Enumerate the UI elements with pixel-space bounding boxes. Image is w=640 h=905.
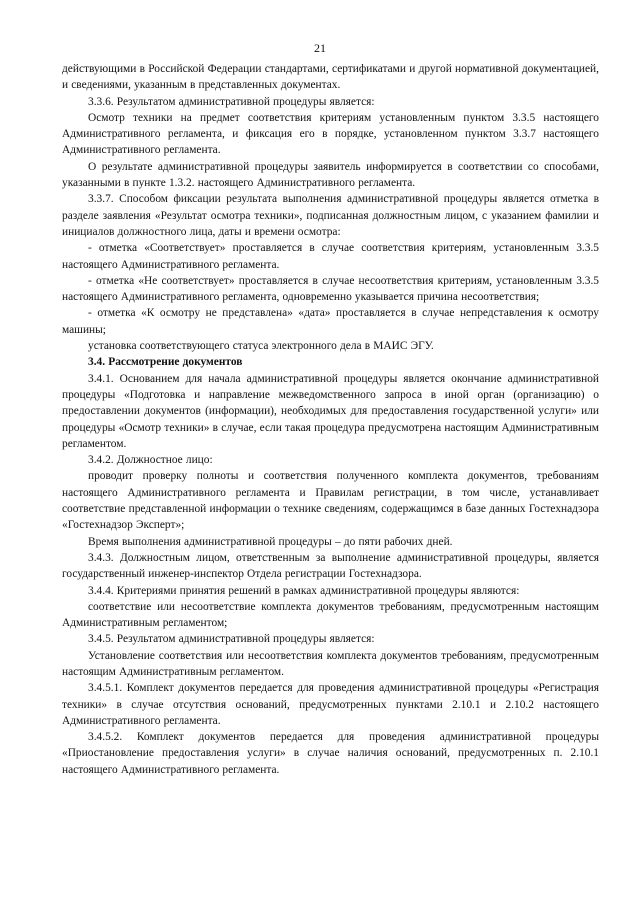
document-body: [62, 61, 599, 778]
paragraph-check: проводит проверку полноты и соответствия полученного комплекта документов, требованиям настоящего Административного регламента и Правилам регистрации, в том числе, устанавливает соответствие представленной информации о технике сведениям, содержащимся в базе данных Гостехнадзора «Гостехнадзор Эксперт»;: [62, 470, 599, 532]
list-item-mark-nonconforms: - отметка «Не соответствует» проставляется в случае несоответствия критериям, установленным 3.3.5 настоящего Административного регламента, одновременно указывается причина несоответствия;: [62, 274, 599, 304]
list-item-mark-not-presented: - отметка «К осмотру не представлена» «дата» проставляется в случае непредставления к осмотру машины;: [62, 307, 599, 336]
paragraph-3-4-1: 3.4.1. Основанием для начала административной процедуры является окончание административной процедуры «Подготовка и направление межведомственного запроса в иной орган (организацию) о предоставлении документов (информации), необходимых для предоставления государственной услуги» или процедуры «Осмотр техники» в случае, если такая процедура предусмотрена настоящим Административным регламентом.: [62, 372, 599, 450]
paragraph-inspection: Осмотр техники на предмет соответствия критериям установленным пунктом 3.3.5 настоящего Административного регламента, и фиксация его в порядке, установленном пунктом 3.3.7 настоящего Административного регламента.: [62, 111, 599, 157]
paragraph-3-4-2: 3.4.2. Должностное лицо:: [88, 454, 213, 467]
paragraph-time: Время выполнения административной процедуры – до пяти рабочих дней.: [88, 535, 453, 548]
paragraph-3-4-3: 3.4.3. Должностным лицом, ответственным за выполнение административной процедуры, является государственный инженер-инспектор Отдела регистрации Гостехнадзора.: [62, 551, 599, 581]
section-heading-3-4: 3.4. Рассмотрение документов: [88, 356, 243, 369]
paragraph-3-4-5-1: 3.4.5.1. Комплект документов передается для проведения административной процедуры «Регистрация техники» в случае отсутствия оснований, предусмотренных пунктами 2.10.1 и 2.10.2 настоящего Административного регламента.: [62, 682, 599, 727]
paragraph-3-3-6: 3.3.6. Результатом административной процедуры является:: [88, 95, 375, 108]
page-number: 21: [314, 41, 326, 55]
paragraph-3-4-5-2: 3.4.5.2. Комплект документов передается для проведения административной процедуры «Приостановление предоставления услуги» в случае наличия оснований, предусмотренных п. 2.10.1 настоящего Административного регламента.: [62, 731, 599, 776]
paragraph-criteria: соответствие или несоответствие комплекта документов требованиям, предусмотренным настоящим Административным регламентом;: [62, 600, 599, 630]
paragraph-status: установка соответствующего статуса электронного дела в МАИС ЭГУ.: [88, 340, 434, 353]
paragraph-inform: О результате административной процедуры заявитель информируется в соответствии со способами, указанными в пункте 1.3.2. настоящего Административного регламента.: [62, 160, 599, 190]
paragraph-result: Установление соответствия или несоответствия комплекта документов требованиям, предусмотренным настоящим Административным регламентом.: [62, 649, 599, 678]
paragraph-3-4-4: 3.4.4. Критериями принятия решений в рамках административной процедуры являются:: [88, 584, 520, 597]
paragraph-3-3-7: 3.3.7. Способом фиксации результата выполнения административной процедуры является отметка в разделе заявления «Результат осмотра техники», подписанная должностным лицом, с указанием фамилии и инициалов должностного лица, даты и времени осмотра:: [62, 193, 599, 238]
paragraph-continuation: действующими в Российской Федерации стандартами, сертификатами и другой нормативной документацией, и сведениями, указанным в представленных документах.: [62, 63, 599, 92]
paragraph-3-4-5: 3.4.5. Результатом административной процедуры является:: [88, 633, 375, 646]
list-item-mark-conforms: - отметка «Соответствует» проставляется в случае соответствия критериям, установленным 3.3.5 настоящего Административного регламента.: [62, 242, 599, 271]
